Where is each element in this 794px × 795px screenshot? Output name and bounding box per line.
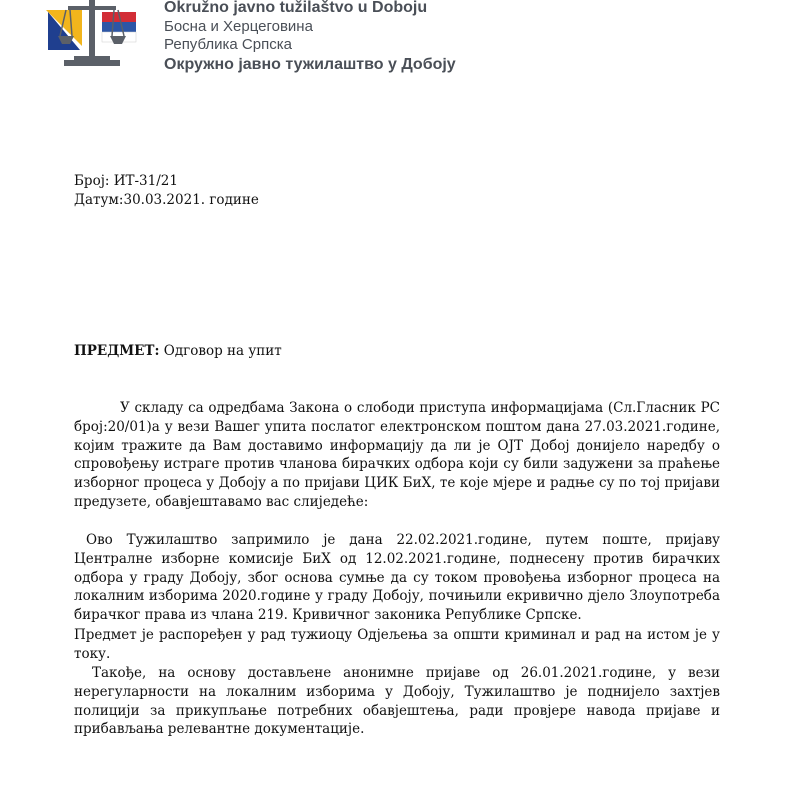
body-paragraph-1: У складу са одредбама Закона о слободи приступа информацијама (Сл.Гласник РС број:20/01)а у вези Вашег упита послатог електронском поштом дана 27.03.2021.године, којим тражите да Вам доставимо информацију да ли је ОЈТ Добој донијело наредбу о спровођењу истраге против чланова бирачких одбора који су били задужени за праћење изборног процеса у Добоју а по пријави ЦИК БиХ, те које мјере и радње су по тој пријави предузете, обавјештавамо вас слиједеће: (74, 400, 720, 510)
body-paragraph-4: Такође, на основу достављене анонимне пријаве од 26.01.2021.године, у вези нерегуларности на локалним изборима у Добоју, Тужилаштво је поднијело захтјев полицији за прикупљање потребних обавјештења, ради провјере навода пријаве и прибављања релевантне документације. (74, 665, 720, 738)
reference-block (74, 172, 259, 210)
country-name: Босна и Херцеговина (164, 18, 313, 35)
body-paragraph-2: Ово Тужилаштво запримило је дана 22.02.2021.године, путем поште, пријаву Централне изборне комисије БиХ од 12.02.2021.године, поднесену против бирачких одбора у граду Добоју, због основа сумње да су током провођења изборног процеса на локалним изборима 2020.године у граду Добоју, почињили екривично дјело Злоупотреба бирачког права из члана 219. Кривичног законика Републике Српске. (74, 532, 720, 624)
prosecutor-office-scales-logo-icon (44, 0, 140, 70)
letterhead (44, 0, 484, 72)
office-name-latin: Okružno javno tužilaštvo u Doboju (164, 0, 428, 16)
letterhead-text (164, 0, 456, 76)
reference-date: Датум:30.03.2021. године (74, 192, 259, 208)
reference-number: Број: ИТ-31/21 (74, 173, 178, 189)
subject-label: ПРЕДМЕТ: (74, 343, 160, 359)
subject-text: Одговор на упит (163, 343, 282, 359)
entity-name: Република Српска (164, 36, 292, 53)
body-paragraph-3: Предмет је распоређен у рад тужиоцу Одјељења за општи криминал и рад на истом је у току. (74, 627, 720, 662)
subject-line (74, 342, 282, 361)
office-name-cyrillic: Окружно јавно тужилаштво у Добоју (164, 56, 456, 73)
